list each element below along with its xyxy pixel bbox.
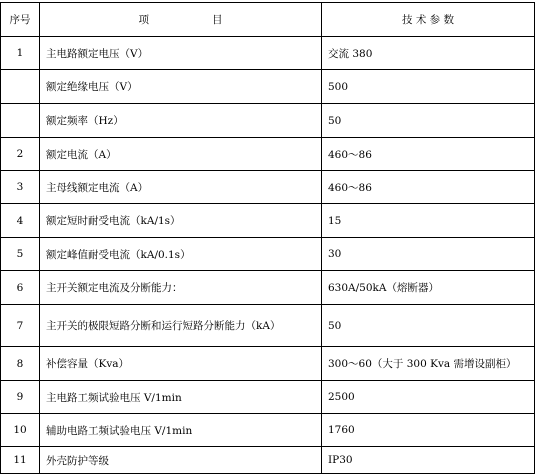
- row-no: 4: [1, 204, 40, 238]
- header-item: 项 目: [40, 3, 322, 37]
- row-no: 1: [1, 37, 40, 70]
- row-param: 460～86: [322, 138, 535, 171]
- table-row: [1, 381, 535, 414]
- row-param: 50: [322, 305, 535, 347]
- row-no: 6: [1, 271, 40, 305]
- row-item: 辅助电路工频试验电压 V/1min: [40, 414, 322, 447]
- table-row: [1, 171, 535, 204]
- row-no: [1, 70, 40, 104]
- row-item: 额定峰值耐受电流（kA/0.1s）: [40, 238, 322, 271]
- row-param: 15: [322, 204, 535, 238]
- row-no: 9: [1, 381, 40, 414]
- row-param: 2500: [322, 381, 535, 414]
- row-param: 交流 380: [322, 37, 535, 70]
- row-item: 主开关额定电流及分断能力：: [40, 271, 322, 305]
- table-row: [1, 347, 535, 381]
- row-param: 300～60（大于 300 Kva 需增设副柜）: [322, 347, 535, 381]
- table-header-row: [1, 3, 535, 37]
- row-item: 额定频率（Hz）: [40, 104, 322, 138]
- table-row: [1, 104, 535, 138]
- row-no: 10: [1, 414, 40, 447]
- row-item: 补偿容量（Kva）: [40, 347, 322, 381]
- row-no: 7: [1, 305, 40, 347]
- row-param: 630A/50kA（熔断器）: [322, 271, 535, 305]
- table-row: [1, 271, 535, 305]
- table-row: [1, 238, 535, 271]
- row-item: 额定绝缘电压（V）: [40, 70, 322, 104]
- table-row: [1, 70, 535, 104]
- row-item: 主电路工频试验电压 V/1min: [40, 381, 322, 414]
- row-item: 额定短时耐受电流（kA/1s）: [40, 204, 322, 238]
- row-param: 460～86: [322, 171, 535, 204]
- row-no: 2: [1, 138, 40, 171]
- row-item: 主开关的极限短路分断和运行短路分断能力（kA）: [40, 305, 322, 347]
- row-no: [1, 104, 40, 138]
- row-param: 50: [322, 104, 535, 138]
- row-param: 500: [322, 70, 535, 104]
- row-item: 主母线额定电流（A）: [40, 171, 322, 204]
- row-item: 额定电流（A）: [40, 138, 322, 171]
- row-item: 外壳防护等级: [40, 447, 322, 474]
- header-no: 序号: [1, 3, 40, 37]
- row-no: 11: [1, 447, 40, 474]
- row-param: IP30: [322, 447, 535, 474]
- row-no: 3: [1, 171, 40, 204]
- table-row: [1, 305, 535, 347]
- table-row: [1, 138, 535, 171]
- row-item: 主电路额定电压（V）: [40, 37, 322, 70]
- table-row: [1, 414, 535, 447]
- row-param: 1760: [322, 414, 535, 447]
- row-no: 8: [1, 347, 40, 381]
- table-row: [1, 204, 535, 238]
- header-param: 技 术 参 数: [322, 3, 535, 37]
- table-row: [1, 447, 535, 474]
- spec-table: [0, 2, 535, 474]
- row-param: 30: [322, 238, 535, 271]
- table-row: [1, 37, 535, 70]
- row-no: 5: [1, 238, 40, 271]
